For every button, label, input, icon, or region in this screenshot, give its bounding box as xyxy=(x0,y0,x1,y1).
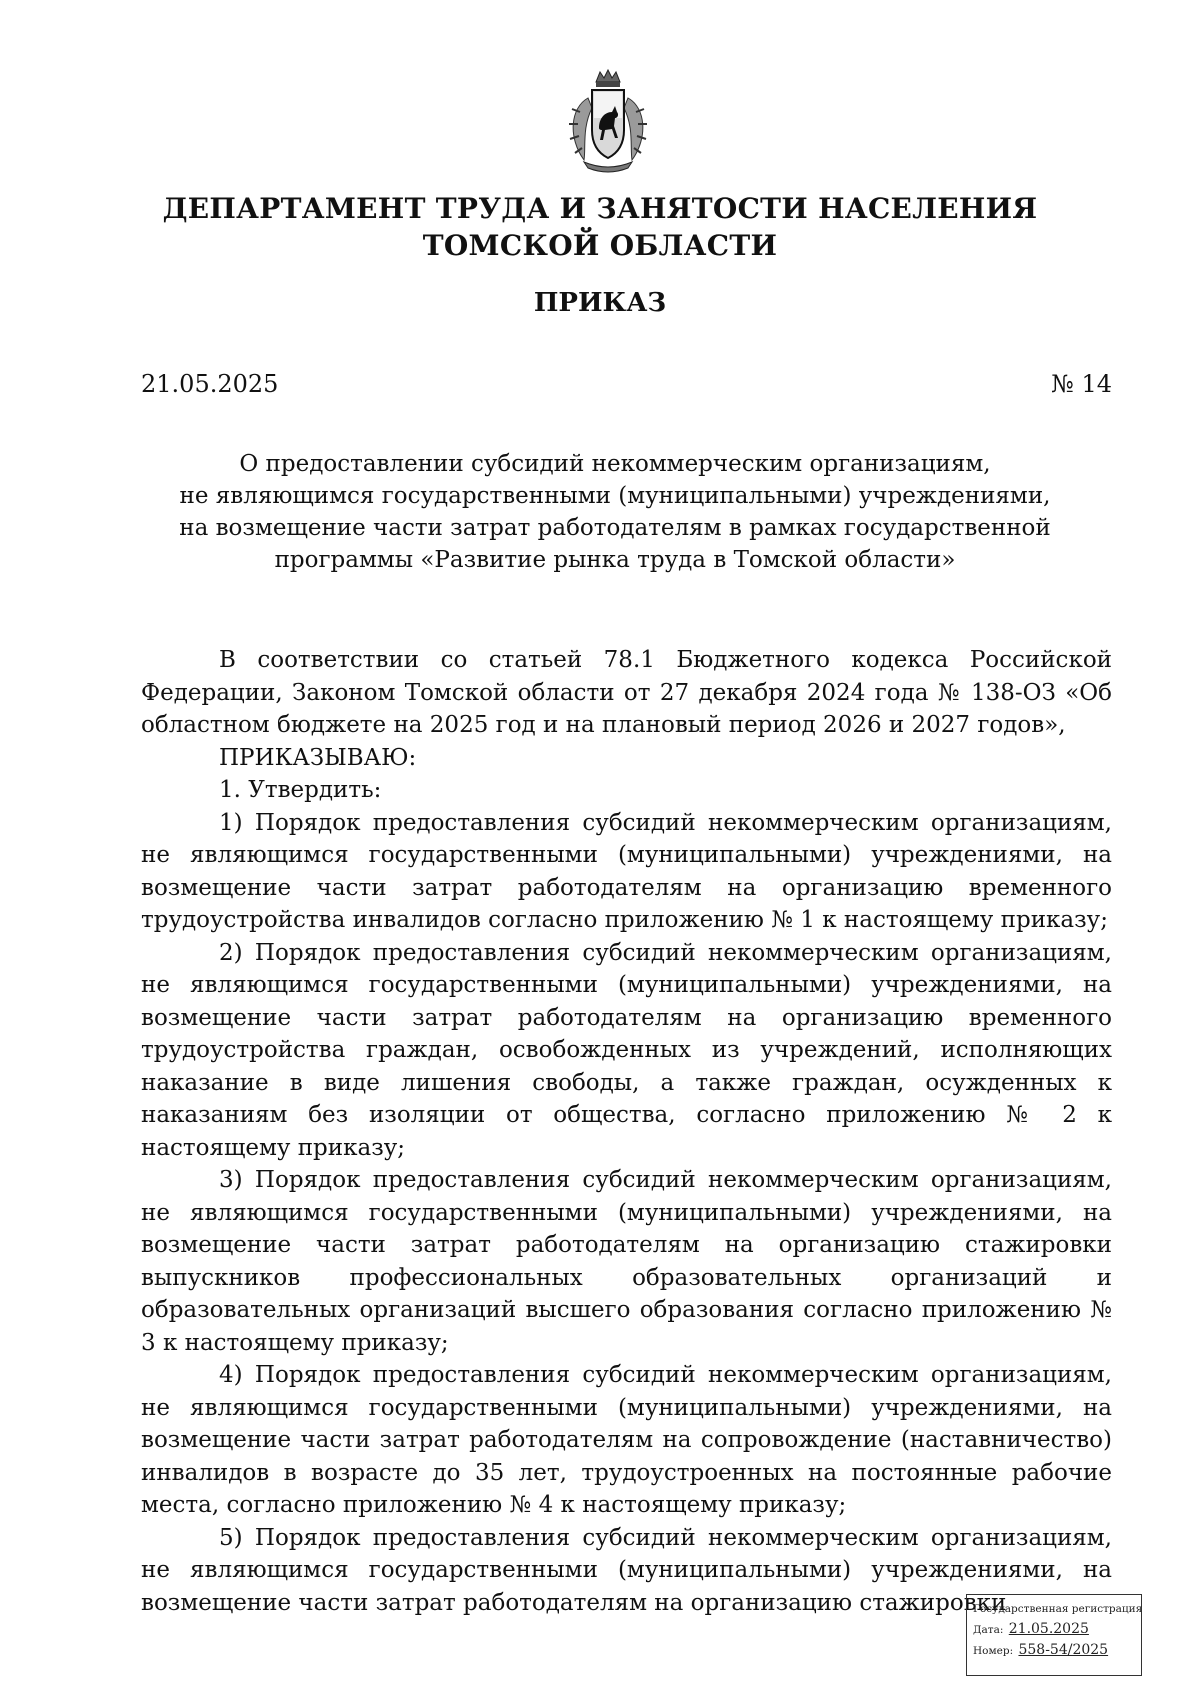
subject-line-3: на возмещение части затрат работодателям в рамках государственной xyxy=(179,515,1051,541)
stamp-number-value: 558-54/2025 xyxy=(1018,1642,1109,1658)
stamp-number-row xyxy=(973,1640,1135,1661)
subject-line-4: программы «Развитие рынка труда в Томской области» xyxy=(274,547,956,573)
order-word: ПРИКАЗЫВАЮ: xyxy=(219,744,417,771)
order-date: 21.05.2025 xyxy=(141,370,279,398)
organization-title xyxy=(0,190,1200,264)
coat-of-arms-emblem xyxy=(558,68,658,176)
organization-title-line-2: ТОМСКОЙ ОБЛАСТИ xyxy=(422,229,778,262)
registration-stamp xyxy=(966,1594,1142,1676)
organization-title-line-1: ДЕПАРТАМЕНТ ТРУДА И ЗАНЯТОСТИ НАСЕЛЕНИЯ xyxy=(162,192,1038,225)
stamp-date-label: Дата: xyxy=(973,1624,1004,1636)
order-number: № 14 xyxy=(1051,370,1112,398)
subject-line-1: О предоставлении субсидий некоммерческим организациям, xyxy=(239,451,991,477)
list-item: 5) Порядок предоставления субсидий некоммерческим организациям, не являющимся государственными (муниципальными) учреждениями, на возмещение части затрат работодателям на организацию стажировки xyxy=(141,1524,1112,1616)
list-item: 3) Порядок предоставления субсидий некоммерческим организациям, не являющимся государственными (муниципальными) учреждениями, на возмещение части затрат работодателям на организацию стажировки выпускников профессиональных образовательных организаций и образовательных организаций высшего образования согласно приложению № 3 к настоящему приказу; xyxy=(141,1167,1112,1356)
preamble-paragraph: В соответствии со статьей 78.1 Бюджетного кодекса Российской Федерации, Законом Томской области от 27 декабря 2024 года № 138-ОЗ «Об областном бюджете на 2025 год и на плановый период 2026 и 2027 годов», xyxy=(141,647,1112,738)
list-item: 4) Порядок предоставления субсидий некоммерческим организациям, не являющимся государственными (муниципальными) учреждениями, на возмещение части затрат работодателям на сопровождение (наставничество) инвалидов в возрасте до 35 лет, трудоустроенных на постоянные рабочие места, согласно приложению № 4 к настоящему приказу; xyxy=(141,1362,1112,1518)
order-subject xyxy=(120,448,1110,576)
stamp-date-value: 21.05.2025 xyxy=(1008,1621,1089,1637)
list-item: 1) Порядок предоставления субсидий некоммерческим организациям, не являющимся государственными (муниципальными) учреждениями, на возмещение части затрат работодателям на организацию временного трудоустройства инвалидов согласно приложению № 1 к настоящему приказу; xyxy=(141,809,1112,933)
stamp-date-row xyxy=(973,1619,1135,1640)
subject-line-2: не являющимся государственными (муниципальными) учреждениями, xyxy=(179,483,1051,509)
list-item: 2) Порядок предоставления субсидий некоммерческим организациям, не являющимся государственными (муниципальными) учреждениями, на возмещение части затрат работодателям на организацию временного трудоустройства граждан, освобожденных из учреждений, исполняющих наказание в виде лишения свободы, а также граждан, осужденных к наказаниям без изоляции от общества, согласно приложению № 2 к настоящему приказу; xyxy=(141,939,1112,1161)
document-type: ПРИКАЗ xyxy=(533,288,667,318)
stamp-title: Государственная регистрация xyxy=(973,1603,1143,1615)
stamp-number-label: Номер: xyxy=(973,1645,1014,1657)
order-body xyxy=(141,644,1112,1619)
item-heading: 1. Утвердить: xyxy=(219,777,382,803)
